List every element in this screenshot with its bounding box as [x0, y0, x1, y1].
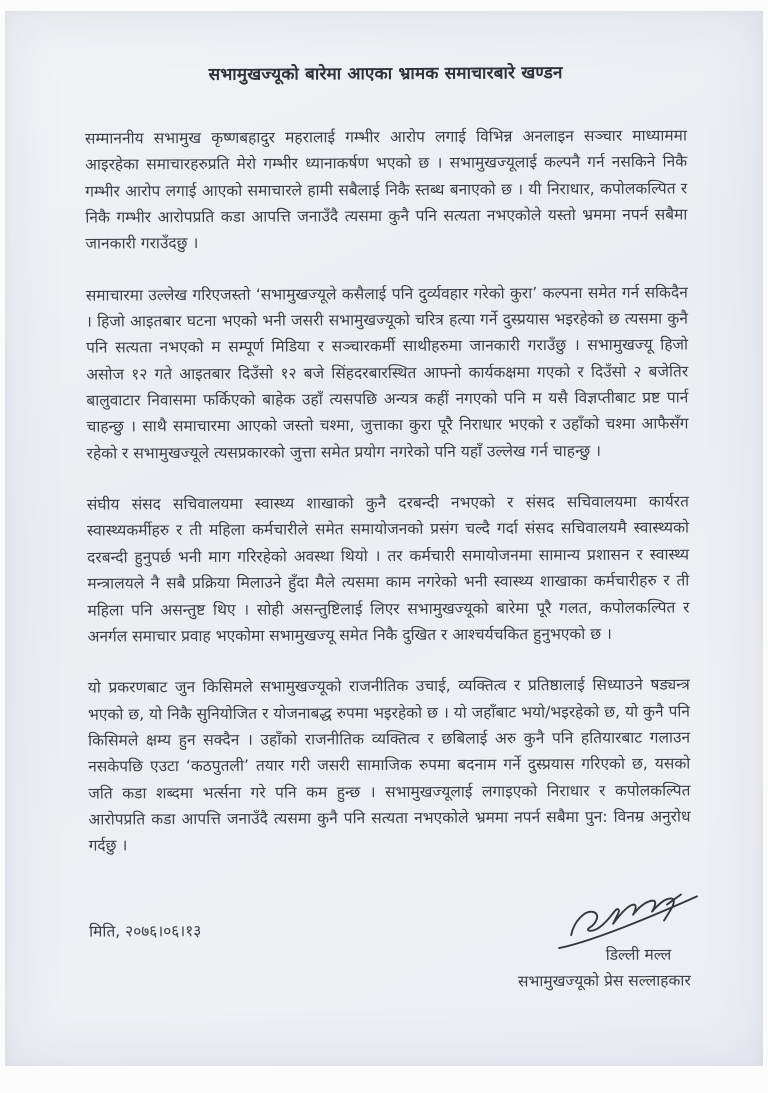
signer-role: सभामुखज्यूको प्रेस सल्लाहकार [517, 971, 691, 990]
body-paragraph-1: सम्माननीय सभामुख कृष्णबहादुर महरालाई गम्भीर आरोप लगाई विभिन्न अनलाइन सञ्चार माध्याममा आइरहेका समाचारहरुप्रति मेरो गम्भीर ध्यानाकर्षण भएको छ । सभामुखज्यूलाई कल्पनै गर्न नसकिने निकै गम्भीर आरोप लगाई आएको समाचारले हामी सबैलाई निकै स्तब्ध बनाएको छ । यी निराधार, कपोलकल्पित र निकै गम्भीर आरोपप्रति कडा आपत्ति जनाउँदै त्यसमा कुनै पनि सत्यता नभएकोले यस्तो भ्रममा नपर्न सबैमा जानकारी गराउँदछु । [84, 126, 688, 253]
body-paragraph-4: यो प्रकरणबाट जुन किसिमले सभामुखज्यूको राजनीतिक उचाई, व्यक्तित्व र प्रतिष्ठालाई सिध्याउने षड्यन्त्र भएको छ, यो निकै सुनियोजित र योजनाबद्ध रुपमा भइरहेको छ । यो जहाँबाट भयो/भइरहेको छ, यो कुनै पनि किसिमले क्षम्य हुन सक्दैन । उहाँको राजनीतिक व्यक्तित्व र छबिलाई अरु कुनै पनि हतियारबाट गलाउन नसकेपछि एउटा ‘कठपुतली’ तयार गरी जसरी सामाजिक रुपमा बदनाम गर्ने दुस्प्रयास गरिएको छ, यसको जति कडा शब्दमा भर्त्सना गरे पनि कम हुन्छ । सभामुखज्यूलाई लगाइएको निराधार र कपोलकल्पित आरोपप्रति कडा आपत्ति जनाउँदै त्यसमा कुनै पनि सत्यता नभएकोले भ्रममा नपर्न सबैमा पुन: विनम्र अनुरोध गर्दछु । [87, 675, 691, 855]
body-paragraph-3: संघीय संसद सचिवालयमा स्वास्थ्य शाखाको कुनै दरबन्दी नभएको र संसद सचिवालयमा कार्यरत स्वास्थ्यकर्मीहरु र ती महिला कर्मचारीले समेत समायोजनको प्रसंग चल्दै गर्दा संसद सचिवालयमै स्वास्थ्यको दरबन्दी हुनुपर्छ भनी माग गरिरहेको अवस्था थियो । तर कर्मचारी समायोजनमा सामान्य प्रशासन र स्वास्थ्य मन्त्रालयले नै सबै प्रक्रिया मिलाउने हुँदा मैले त्यसमा काम नगरेको भनी स्वास्थ्य शाखाका कर्मचारीहरु र ती महिला पनि असन्तुष्ट थिए । सोही असन्तुष्टिलाई लिएर सभामुखज्यूको बारेमा पूरै गलत, कपोलकल्पित र अनर्गल समाचार प्रवाह भएकोमा सभामुखज्यू समेत निकै दुखित र आश्चर्यचकित हुनुभएको छ । [86, 492, 690, 646]
date-line: मिति, २०७६।०६।१३ [89, 921, 202, 941]
document-title: सभामुखज्यूको बारेमा आएका भ्रामक समाचारबारे खण्डन [208, 63, 563, 85]
document-footer [89, 890, 692, 993]
body-paragraph-2: समाचारमा उल्लेख गरिएजस्तो ‘सभामुखज्यूले कसैलाई पनि दुर्व्यवहार गरेको कुरा’ कल्पना समेत गर्न सकिदैन । हिजो आइतबार घटना भएको भनी जसरी सभामुखज्यूको चरित्र हत्या गर्ने दुस्प्रयास भइरहेको छ त्यसमा कुनै पनि सत्यता नभएको म सम्पूर्ण मिडिया र सञ्चारकर्मी साथीहरुमा जानकारी गराउँछु । सभामुखज्यू हिजो असोज १२ गते आइतबार दिउँसो १२ बजे सिंहदरबारस्थित आफ्नो कार्यकक्षमा गएको र दिउँसो २ बजेतिर बालुवाटार निवासमा फर्किएको बाहेक उहाँ त्यसपछि अन्यत्र कहीं नगएको पनि म यसै विज्ञप्तीबाट प्रष्ट पार्न चाहन्छु । साथै समाचारमा आएको जस्तो चश्मा, जुत्ताका कुरा पूरै निराधार भएको र उहाँको चश्मा आफैसँग रहेको र सभामुखज्यूले त्यसप्रकारको जुत्ता समेत प्रयोग नगरेको पनि यहाँ उल्लेख गर्न चाहन्छु । [85, 283, 689, 463]
paper-sheet [5, 11, 763, 1066]
document-content [85, 59, 692, 993]
signer-name: डिल्ली मल्ल [605, 945, 672, 964]
signature-block [499, 890, 710, 991]
